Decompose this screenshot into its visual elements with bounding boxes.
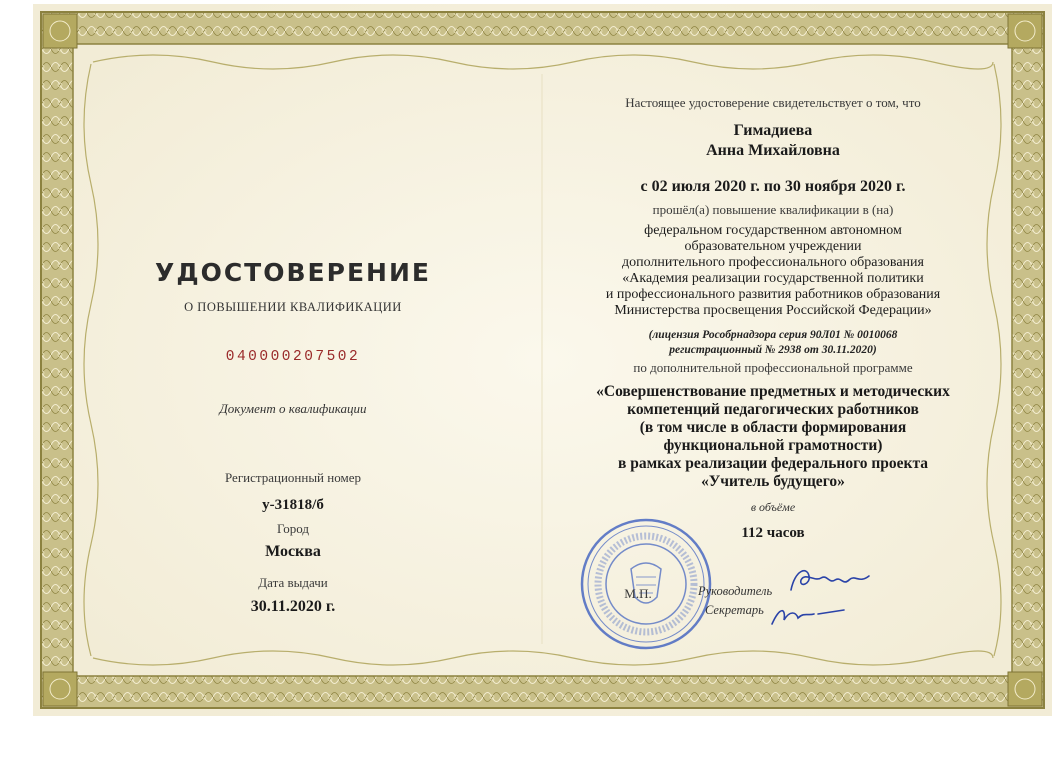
holder-given-names: Анна Михайловна: [706, 142, 840, 159]
city-value: Москва: [265, 543, 321, 560]
license-line: (лицензия Рособрнадзора серия 90Л01 № 0010068: [648, 329, 898, 341]
serial-number: 040000207502: [225, 349, 361, 365]
city-label: Город: [276, 521, 310, 536]
issue-date-label: Дата выдачи: [258, 575, 328, 590]
license-line: регистрационный № 2938 от 30.11.2020): [669, 344, 877, 356]
training-period: с 02 июля 2020 г. по 30 ноября 2020 г.: [640, 178, 906, 195]
organization-line: и профессионального развития работников образования: [605, 287, 941, 302]
organization-line: образовательном учреждении: [684, 239, 862, 254]
organization-line: дополнительного профессионального образования: [622, 255, 924, 270]
program-line: (в том числе в области формирования: [639, 419, 907, 436]
passed-text: прошёл(а) повышение квалификации в (на): [652, 202, 894, 217]
head-label: Руководитель: [698, 584, 773, 598]
program-line: функциональной грамотности): [663, 437, 883, 454]
certificate-sheet: [33, 4, 1052, 716]
organization-line: Министерства просвещения Российской Федерации»: [614, 303, 932, 318]
intro-text: Настоящее удостоверение свидетельствует о том, что: [625, 95, 921, 110]
volume-hours: 112 часов: [741, 525, 805, 541]
program-line: «Учитель будущего»: [701, 473, 845, 490]
document-subtitle: О ПОВЫШЕНИИ КВАЛИФИКАЦИИ: [184, 300, 402, 314]
document-title: УДОСТОВЕРЕНИЕ: [155, 258, 431, 287]
secretary-signature: [768, 600, 848, 630]
organization-line: «Академия реализации государственной политики: [622, 271, 924, 286]
program-intro: по дополнительной профессиональной программе: [633, 360, 913, 375]
stamp-label: М.П.: [624, 586, 652, 601]
issue-date: 30.11.2020 г.: [250, 598, 336, 615]
secretary-label: Секретарь: [705, 603, 764, 617]
holder-surname: Гимадиева: [733, 122, 813, 139]
registration-label: Регистрационный номер: [225, 470, 361, 485]
registration-number: у-31818/б: [262, 497, 324, 513]
program-line: компетенций педагогических работников: [627, 401, 919, 418]
program-line: «Совершенствование предметных и методических: [596, 383, 950, 400]
head-signature: [785, 562, 875, 598]
organization-line: федеральном государственном автономном: [644, 223, 902, 238]
program-line: в рамках реализации федерального проекта: [617, 455, 929, 472]
volume-label: в объёме: [750, 500, 796, 514]
document-type: Документ о квалификации: [219, 401, 367, 416]
